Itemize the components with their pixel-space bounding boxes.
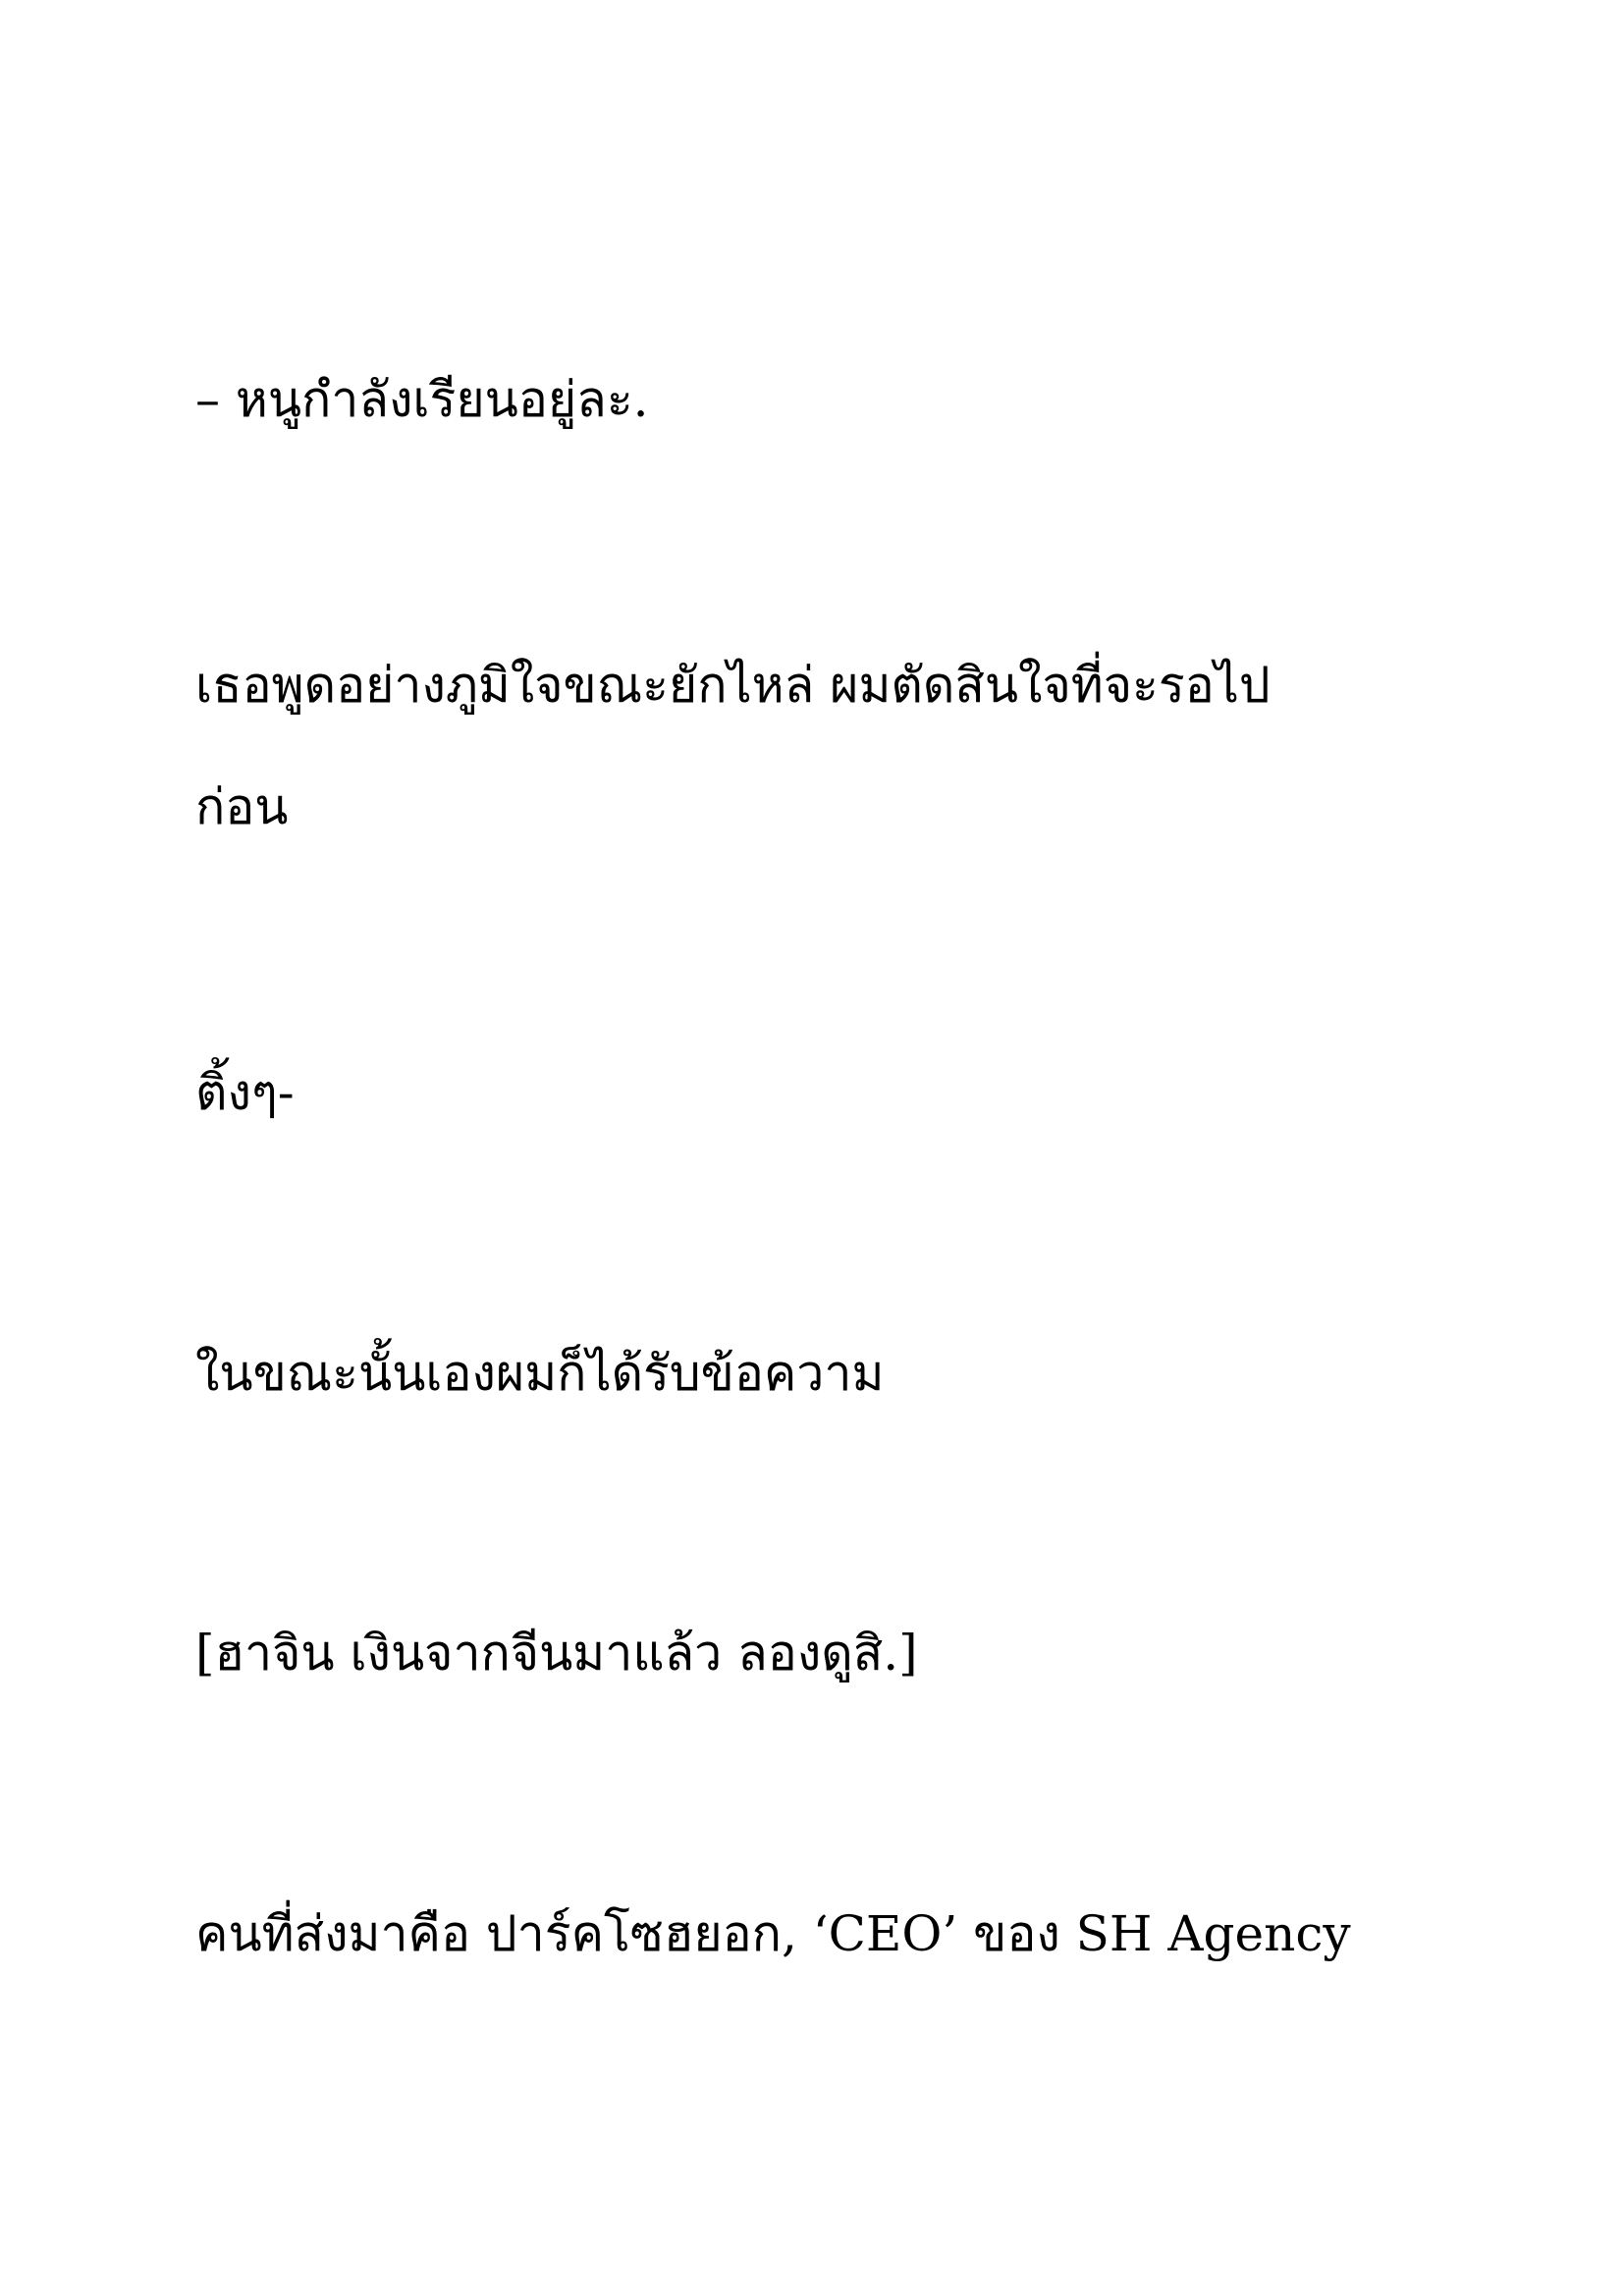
paragraph-message-content: [ฮาจิน เงินจากจีนมาแล้ว ลองดูสิ.] [195,1625,918,1682]
paragraph-sender-info: คนที่ส่งมาคือ ปาร์คโซฮยอก, ‘CEO’ ของ SH Agency [195,1905,1351,1962]
paragraph-narration-shrug: เธอพูดอย่างภูมิใจขณะยักไหล่ ผมตัดสินใจที่จะรอไป ก่อน [195,657,1271,835]
paragraph-received-message: ในขณะนั้นเองผมก็ได้รับข้อความ [195,1345,885,1402]
paragraph-dialogue-studying: – หนูกำลังเรียนอยู่ละ. [195,371,649,428]
paragraph-notification-sound: ติ้งๆ- [195,1064,295,1121]
